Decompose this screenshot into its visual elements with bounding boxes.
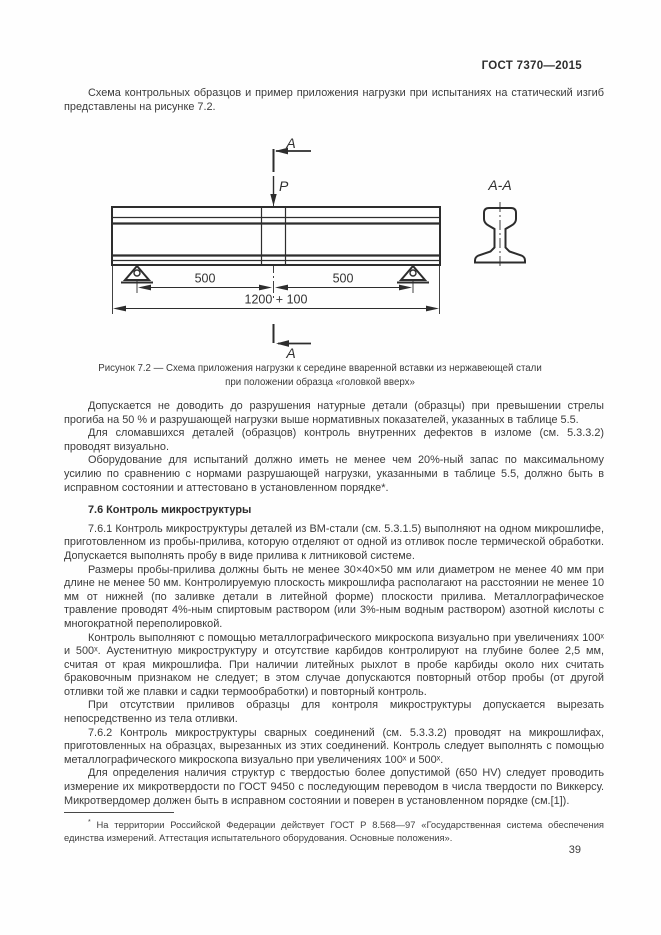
footnote [64, 817, 604, 845]
paragraph: Для сломавшихся деталей (образцов) контроль внутренних дефектов в изломе (см. 5.3.3.2) проводят визуально. [64, 427, 604, 453]
dimension-total [113, 265, 440, 314]
intro-paragraph: Схема контрольных образцов и пример приложения нагрузки при испытаниях на статический изгиб представлены на рисунке 7.2. [64, 87, 604, 113]
section-label-top: A [286, 135, 296, 151]
page-number: 39 [568, 844, 581, 856]
footnote-rule [64, 812, 174, 813]
dim-left-label: 500 [194, 271, 216, 286]
rail-specimen-side-view [112, 207, 440, 265]
footnote-text: На территории Российской Федерации действует ГОСТ Р 8.568—97 «Государственная система обеспечения единства измерений. Аттестация испытательного оборудования. Основные положения». [64, 819, 605, 843]
load-label: P [279, 178, 289, 194]
paragraph: Оборудование для испытаний должно иметь не менее чем 20%-ный запас по максимальному усилию по сравнению с нормами разрушающей нагрузки, указанными в таблице 5.5, должно быть в исправном состоянии и аттестовано в установленном порядке*. [64, 454, 604, 494]
paragraph: Допускается не доводить до разрушения натурные детали (образцы) при превышении стрелы прогиба на 50 % и разрушающей нагрузки выше нормативных показателей, указанных в таблице 5.5. [64, 400, 604, 426]
body-text [64, 400, 604, 808]
document-number: ГОСТ 7370—2015 [481, 60, 582, 72]
dim-right-label: 500 [332, 271, 354, 286]
support-left [121, 266, 153, 283]
support-right [397, 266, 429, 283]
section-marker-bottom [274, 324, 312, 361]
section-heading: 7.6 Контроль микроструктуры [88, 504, 252, 517]
figure-drawing [0, 133, 661, 361]
paragraph: Контроль выполняют с помощью металлографического микроскопа визуально при увеличениях 100ˣ и 500ˣ. Аустенитную микроструктуру и отсутствие карбидов контролируют на глубине более 2,5 мм, считая от края микрошлифа. При наличии литейных рыхлот в пробе карбиды около них считать браковочным признаком не следует; в этом случае допускаются повторный отбор пробы (от другой отливки той же плавки и садки термообработки) и повторный контроль. [64, 631, 604, 698]
cross-section-view [475, 177, 525, 268]
section-label-bottom: A [286, 345, 296, 361]
dimension-500-left [138, 272, 272, 291]
paragraph: Размеры пробы-прилива должны быть не менее 30×40×50 мм или диаметром не менее 40 мм при длине не менее 50 мм. Контролируемую плоскость микрошлифа располагают на расстоянии не менее 10 мм от нижней (по заливке детали в литейной форме) плоскости прилива. Металлографическое травление проводят 4%-ным спиртовым раствором (или 3%-ным водным раствором) азотной кислоты с многократной переполировкой. [64, 563, 604, 630]
section-view-label: A-A [488, 177, 512, 193]
paragraph: 7.6.2 Контроль микроструктуры сварных соединений (см. 5.3.3.2) проводят на микрошлифах, приготовленных на образцах, вырезанных из этих соединений. Контроль следует выполнять с помощью металлографического микроскопа визуально при увеличениях 100ˣ и 500ˣ. [64, 726, 604, 766]
section-marker-top [274, 135, 312, 172]
dimension-500-right [275, 272, 412, 291]
figure-7-2 [0, 133, 661, 361]
paragraph: 7.6.1 Контроль микроструктуры деталей из ВМ-стали (см. 5.3.1.5) выполняют на одном микрошлифе, приготовленном из пробы-прилива, которую отделяют от одной из отливок после термической обработки. Допускается выполнять пробу в виде прилива к литниковой системе. [64, 522, 604, 562]
footnote-marker: * [88, 819, 91, 826]
figure-caption [40, 362, 600, 389]
figure-caption-line2: при положении образца «головкой вверх» [225, 376, 415, 388]
figure-caption-line1: Рисунок 7.2 — Схема приложения нагрузки к середине вваренной вставки из нержавеющей стали [98, 363, 542, 374]
paragraph: Для определения наличия структур с твердостью более допустимой (650 HV) следует проводить измерение их микротвердости по ГОСТ 9450 с последующим переводом в числа твердости по Виккерсу. Микротвердомер должен быть в исправном состоянии и поверен в установленном порядке (см.[1]). [64, 767, 604, 807]
paragraph: При отсутствии приливов образцы для контроля микроструктуры допускается вырезать непосредственно из тела отливки. [64, 699, 604, 726]
dim-total-label: 1200 + 100 [244, 292, 308, 307]
